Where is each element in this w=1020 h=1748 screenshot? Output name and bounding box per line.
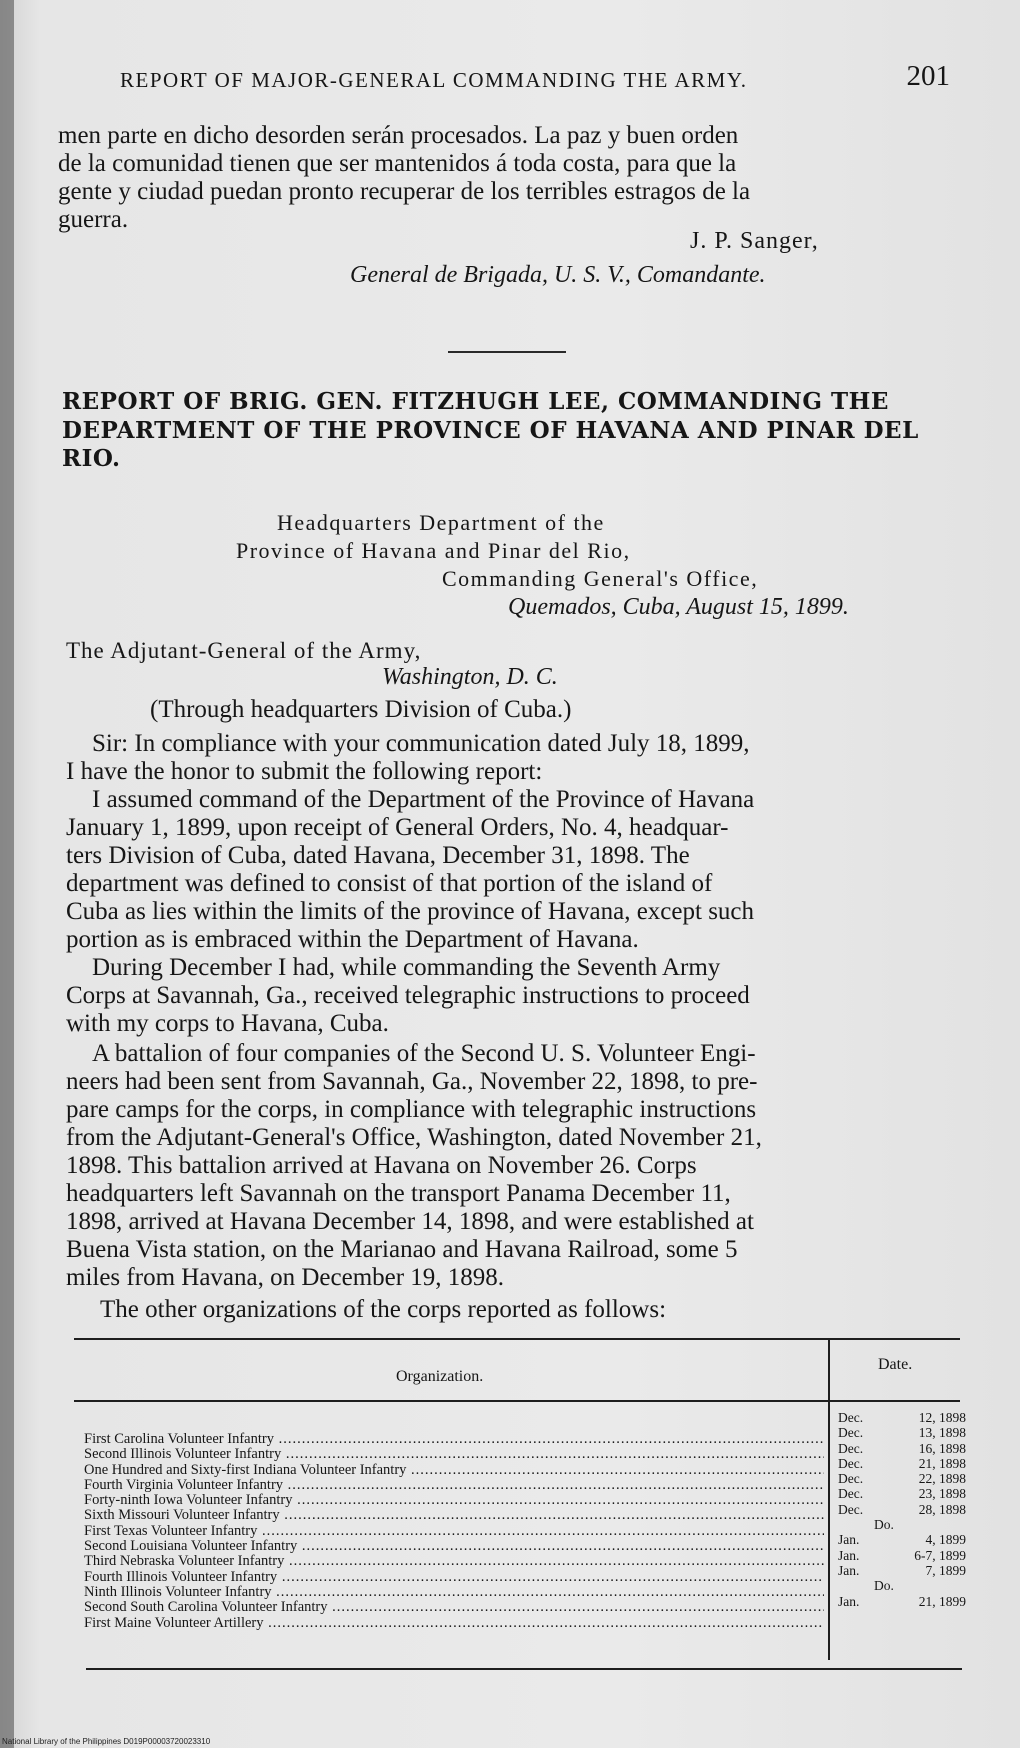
ditto-mark: Do.	[874, 1578, 894, 1594]
letterhead-line: Headquarters Department of the	[277, 510, 605, 535]
table-row-organization: Ninth Illinois Volunteer Infantry .....	[84, 1585, 824, 1600]
table-row-date	[838, 1410, 966, 1425]
table-row-organization: Second Illinois Volunteer Infantry .....	[84, 1447, 824, 1462]
through-line: (Through headquarters Division of Cuba.)	[150, 696, 572, 723]
text-line: headquarters left Savannah on the transport Panama December 11,	[66, 1180, 731, 1207]
date-day-year: 13, 1898	[918, 1425, 966, 1441]
table-bottom-rule	[86, 1668, 962, 1670]
text-line: guerra.	[58, 206, 129, 233]
scan-footer-note: National Library of the Philippines D019P00003720023310	[2, 1737, 211, 1746]
table-row-date	[838, 1441, 966, 1456]
date-day-year: 28, 1898	[918, 1501, 966, 1517]
table-row-date	[838, 1486, 966, 1501]
text-line: January 1, 1899, upon receipt of General Orders, No. 4, headquar-	[66, 814, 729, 841]
date-day-year: 7, 1899	[925, 1562, 966, 1578]
table-row-date	[838, 1425, 966, 1440]
table-row-date	[838, 1471, 966, 1486]
date-month: Dec.	[838, 1440, 864, 1456]
text-line: miles from Havana, on December 19, 1898.	[66, 1264, 505, 1291]
date-month: Dec.	[838, 1455, 864, 1471]
date-day-year: 4, 1899	[925, 1532, 966, 1548]
text-line: from the Adjutant-General's Office, Washington, dated November 21,	[66, 1124, 762, 1151]
section-divider	[448, 351, 566, 353]
date-day-year: 6-7, 1899	[914, 1547, 966, 1563]
table-row-organization: One Hundred and Sixty-first Indiana Volunteer Infantry .....	[84, 1463, 824, 1478]
table-row-organization: Second South Carolina Volunteer Infantry .....	[84, 1600, 824, 1615]
date-day-year: 21, 1899	[918, 1593, 966, 1609]
table-row-organization: First Texas Volunteer Infantry .....	[84, 1524, 824, 1539]
text-line: portion as is embraced within the Department of Havana.	[66, 926, 639, 953]
signature-title: General de Brigada, U. S. V., Comandante.	[350, 262, 766, 288]
date-day-year: 16, 1898	[918, 1440, 966, 1456]
table-row-organization: Fourth Illinois Volunteer Infantry .....	[84, 1570, 824, 1585]
text-line: Cuba as lies within the limits of the province of Havana, except such	[66, 898, 755, 925]
text-line: Corps at Savannah, Ga., received telegraphic instructions to proceed	[66, 982, 750, 1009]
date-month: Dec.	[838, 1410, 864, 1425]
table-row-organization: Fourth Virginia Volunteer Infantry .....	[84, 1478, 824, 1493]
text-line: neers had been sent from Savannah, Ga., November 22, 1898, to pre-	[66, 1068, 758, 1095]
text-line: men parte en dicho desorden serán procesados. La paz y buen orden	[58, 122, 739, 149]
page-header	[120, 60, 950, 100]
table-row-date	[838, 1563, 966, 1578]
table-row-organization: Forty-ninth Iowa Volunteer Infantry .....	[84, 1493, 824, 1508]
table-row-date	[838, 1548, 966, 1563]
table-row-date	[838, 1578, 966, 1593]
ditto-mark: Do.	[874, 1517, 894, 1533]
organization-list	[84, 1432, 824, 1631]
report-title: REPORT OF BRIG. GEN. FITZHUGH LEE, COMMANDING THE DEPARTMENT OF THE PROVINCE OF HAVANA AND PINAR DEL RIO.	[62, 388, 919, 472]
addressee: The Adjutant-General of the Army,	[66, 638, 422, 663]
text-line: de la comunidad tienen que ser mantenidos á toda costa, para que la	[58, 150, 737, 177]
table-header-rule	[74, 1400, 960, 1402]
signature-name: J. P. Sanger,	[690, 228, 819, 254]
date-month: Dec.	[838, 1486, 864, 1502]
text-line: The other organizations of the corps reported as follows:	[100, 1296, 667, 1323]
text-line: with my corps to Havana, Cuba.	[66, 1010, 389, 1037]
date-month: Jan.	[838, 1547, 860, 1563]
table-row-date	[838, 1594, 966, 1609]
organization-column-header: Organization.	[396, 1368, 484, 1385]
table-row-organization: Third Nebraska Volunteer Infantry .....	[84, 1554, 824, 1569]
letterhead-line: Commanding General's Office,	[442, 566, 759, 591]
text-line: I have the honor to submit the following report:	[66, 758, 543, 785]
text-line: During December I had, while commanding the Seventh Army	[92, 954, 721, 981]
letterhead-date: Quemados, Cuba, August 15, 1899.	[508, 594, 849, 620]
text-line: pare camps for the corps, in compliance with telegraphic instructions	[66, 1096, 757, 1123]
date-list	[838, 1410, 966, 1609]
letterhead-line: Province of Havana and Pinar del Rio,	[236, 538, 631, 563]
date-day-year: 22, 1898	[918, 1471, 966, 1487]
date-column-header: Date.	[878, 1356, 913, 1373]
date-day-year: 12, 1898	[918, 1410, 966, 1425]
date-month: Jan.	[838, 1593, 860, 1609]
text-line: Buena Vista station, on the Marianao and Havana Railroad, some 5	[66, 1236, 738, 1263]
date-month: Dec.	[838, 1425, 864, 1441]
text-line: department was defined to consist of that portion of the island of	[66, 870, 713, 897]
date-month: Dec.	[838, 1471, 864, 1487]
date-month: Dec.	[838, 1501, 864, 1517]
table-row-date	[838, 1532, 966, 1547]
text-line: gente y ciudad puedan pronto recuperar de los terribles estragos de la	[58, 178, 751, 205]
text-line: 1898, arrived at Havana December 14, 1898, and were established at	[66, 1208, 754, 1235]
table-row-organization: First Maine Volunteer Artillery .....	[84, 1616, 824, 1631]
date-month: Jan.	[838, 1532, 860, 1548]
text-line: ters Division of Cuba, dated Havana, December 31, 1898. The	[66, 842, 690, 869]
table-row-date	[838, 1517, 966, 1532]
date-day-year: 21, 1898	[918, 1455, 966, 1471]
table-row-date	[838, 1456, 966, 1471]
table-row-date	[838, 1502, 966, 1517]
running-head: REPORT OF MAJOR-GENERAL COMMANDING THE ARMY.	[120, 68, 748, 92]
text-line: A battalion of four companies of the Second U. S. Volunteer Engi-	[92, 1040, 756, 1067]
text-line: Sir: In compliance with your communication dated July 18, 1899,	[92, 730, 750, 757]
page-number: 201	[906, 60, 950, 92]
table-column-divider	[828, 1340, 830, 1660]
table-row-organization: Sixth Missouri Volunteer Infantry .....	[84, 1508, 824, 1523]
date-day-year: 23, 1898	[918, 1486, 966, 1502]
table-row-organization: First Carolina Volunteer Infantry .....	[84, 1432, 824, 1447]
scan-edge	[0, 0, 14, 1748]
table-row-organization: Second Louisiana Volunteer Infantry .....	[84, 1539, 824, 1554]
date-month: Jan.	[838, 1562, 860, 1578]
text-line: 1898. This battalion arrived at Havana on November 26. Corps	[66, 1152, 697, 1179]
addressee-place: Washington, D. C.	[382, 664, 558, 690]
text-line: I assumed command of the Department of the Province of Havana	[92, 786, 755, 813]
